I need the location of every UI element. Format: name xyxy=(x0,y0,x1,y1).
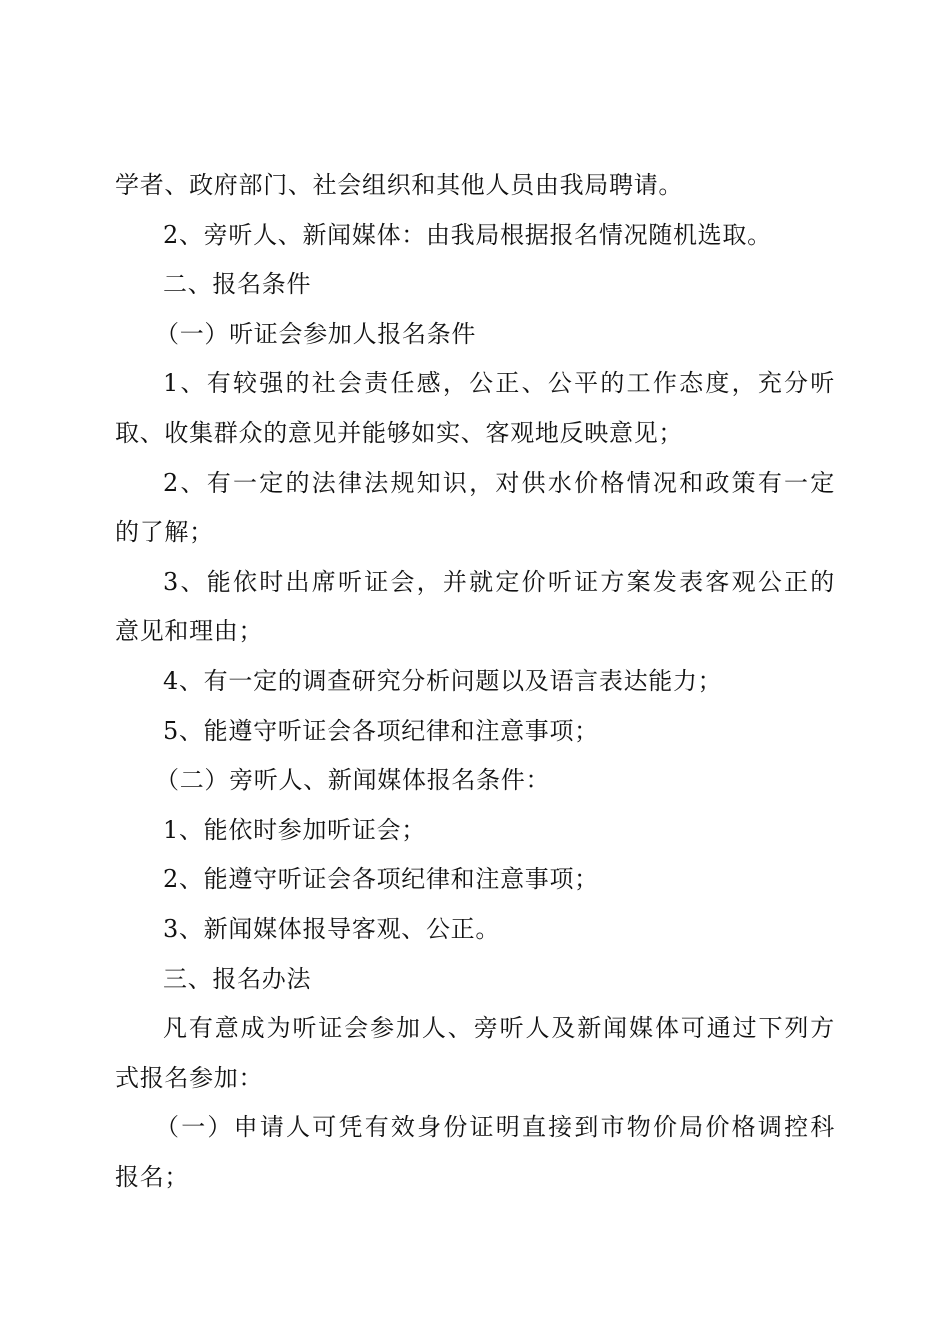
text-line: 1、有较强的社会责任感，公正、公平的工作态度，充分听 xyxy=(163,369,835,398)
text-line: 式报名参加： xyxy=(115,1063,264,1092)
text-line: （一）申请人可凭有效身份证明直接到市物价局价格调控科 xyxy=(155,1113,835,1142)
text-line: 3、能依时出席听证会，并就定价听证方案发表客观公正的 xyxy=(163,567,835,596)
text-line: 2、旁听人、新闻媒体：由我局根据报名情况随机选取。 xyxy=(163,220,772,249)
text-line: 1、能依时参加听证会； xyxy=(163,815,426,844)
text-line: 凡有意成为听证会参加人、旁听人及新闻媒体可通过下列方 xyxy=(163,1014,835,1043)
text-line: 2、有一定的法律法规知识，对供水价格情况和政策有一定 xyxy=(163,468,835,497)
text-line: 意见和理由； xyxy=(115,617,264,646)
subsection-heading: （一）听证会参加人报名条件 xyxy=(155,319,477,348)
text-line: 报名； xyxy=(115,1162,190,1191)
text-line: 取、收集群众的意见并能够如实、客观地反映意见； xyxy=(115,418,684,447)
text-line: 5、能遵守听证会各项纪律和注意事项； xyxy=(163,716,599,745)
subsection-heading: （二）旁听人、新闻媒体报名条件： xyxy=(155,766,551,795)
text-line: 的了解； xyxy=(115,518,214,547)
section-heading: 三、报名办法 xyxy=(163,964,312,993)
text-line: 学者、政府部门、社会组织和其他人员由我局聘请。 xyxy=(115,171,684,199)
text-line: 2、能遵守听证会各项纪律和注意事项； xyxy=(163,865,599,894)
section-heading: 二、报名条件 xyxy=(163,270,312,299)
text-line: 4、有一定的调查研究分析问题以及语言表达能力； xyxy=(163,666,723,695)
document-body xyxy=(115,161,835,1202)
text-line: 3、新闻媒体报导客观、公正。 xyxy=(163,914,501,943)
